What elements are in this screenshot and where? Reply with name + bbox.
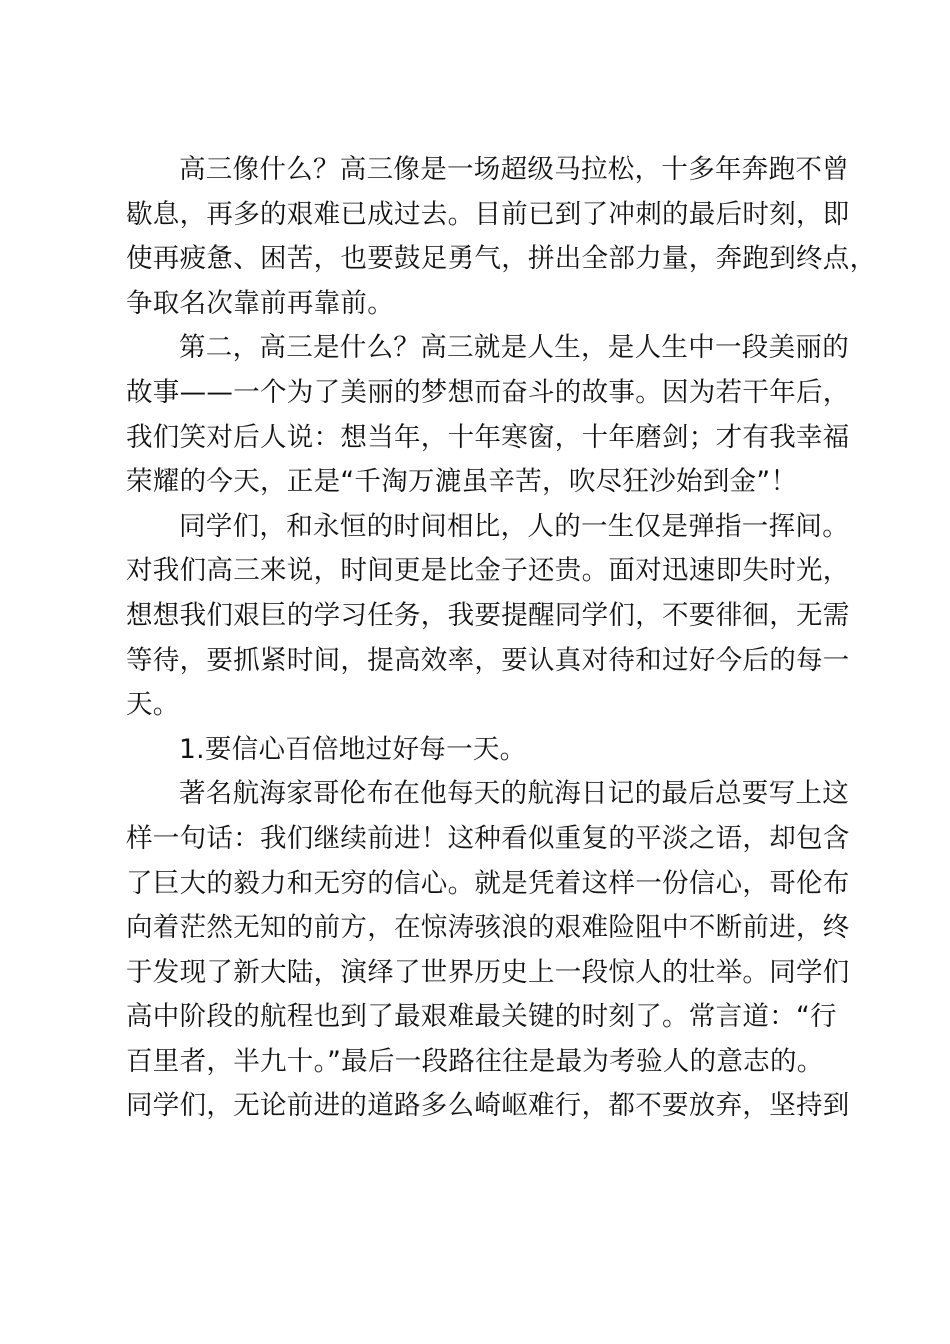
text-line: 天。 [126, 689, 180, 721]
text-line: 等待，要抓紧时间，提高效率，要认真对待和过好今后的每一 [126, 644, 850, 676]
paragraph-heading-confidence [126, 728, 836, 773]
text-line: 想想我们艰巨的学习任务，我要提醒同学们，不要徘徊，无需 [126, 599, 850, 631]
text-line: 著名航海家哥伦布在他每天的航海日记的最后总要写上这 [179, 778, 849, 810]
text-line: 向着茫然无知的前方，在惊涛骇浪的艰难险阻中不断前进，终 [126, 912, 850, 944]
text-line: 第二，高三是什么？高三就是人生，是人生中一段美丽的 [179, 332, 849, 364]
text-line: 我们笑对后人说：想当年，十年寒窗，十年磨剑；才有我幸福 [126, 421, 850, 453]
paragraph-marathon [126, 148, 877, 326]
text-line: 争取名次靠前再靠前。 [126, 287, 394, 319]
text-line: 歇息，再多的艰难已成过去。目前已到了冲刺的最后时刻，即 [126, 198, 850, 230]
paragraph-columbus [126, 772, 850, 1129]
text-line: 样一句话：我们继续前进！这种看似重复的平淡之语，却包含 [126, 822, 850, 854]
text-line: 对我们高三来说，时间更是比金子还贵。面对迅速即失时光， [126, 555, 850, 587]
text-line: 使再疲惫、困苦，也要鼓足勇气，拼出全部力量，奔跑到终点， [126, 243, 877, 275]
section-heading: 1.要信心百倍地过好每一天。 [179, 733, 527, 765]
paragraph-time [126, 505, 850, 728]
text-line: 了巨大的毅力和无穷的信心。就是凭着这样一份信心，哥伦布 [126, 867, 850, 899]
text-line: 故事——一个为了美丽的梦想而奋斗的故事。因为若干年后， [126, 376, 850, 408]
text-line: 百里者，半九十。”最后一段路往往是最为考验人的意志的。 [126, 1045, 824, 1077]
text-line: 高三像什么？高三像是一场超级马拉松，十多年奔跑不曾 [179, 154, 849, 185]
paragraph-life [126, 326, 850, 504]
text-line: 荣耀的今天，正是“千淘万漉虽辛苦，吹尽狂沙始到金”！ [126, 466, 798, 498]
text-line: 高中阶段的航程也到了最艰难最关键的时刻了。常言道：“行 [126, 1001, 837, 1033]
text-line: 同学们，和永恒的时间相比，人的一生仅是弹指一挥间。 [179, 510, 849, 542]
document-body [126, 148, 877, 1129]
text-line: 同学们，无论前进的道路多么崎岖难行，都不要放弃，坚持到 [126, 1090, 850, 1122]
text-line: 于发现了新大陆，演绎了世界历史上一段惊人的壮举。同学们 [126, 956, 850, 988]
